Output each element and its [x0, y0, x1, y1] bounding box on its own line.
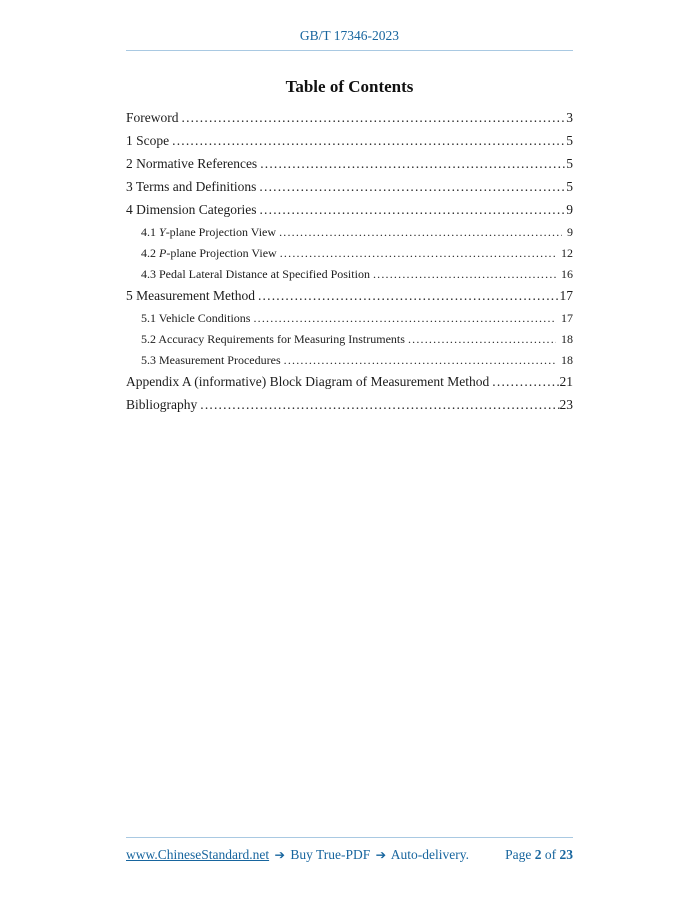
toc-entry-pedal-lateral-distance[interactable]	[126, 267, 573, 288]
toc-leader-dots	[260, 156, 566, 172]
toc-leader-dots	[259, 202, 566, 218]
doc-number: GB/T 17346-2023	[299, 28, 400, 43]
toc-entry-label: 3 Terms and Definitions	[126, 179, 257, 194]
toc-entry-normative-references[interactable]	[126, 156, 573, 179]
toc-entry-bibliography[interactable]	[126, 397, 573, 420]
page-total: 23	[559, 847, 573, 862]
toc-entry-p-plane-projection[interactable]	[126, 246, 573, 267]
page-title: Table of Contents	[285, 77, 414, 96]
page-indicator	[505, 847, 573, 863]
toc-leader-dots	[408, 332, 556, 347]
of-word: of	[544, 847, 557, 862]
toc-leader-dots	[182, 110, 567, 126]
toc-entry-terms-definitions[interactable]	[126, 179, 573, 202]
toc-page-number: 5	[566, 133, 573, 148]
document-header	[126, 0, 573, 51]
toc-entry-label: 4.3 Pedal Lateral Distance at Specified Position	[141, 267, 370, 281]
toc-leader-dots	[253, 311, 556, 326]
page-current: 2	[534, 847, 542, 862]
toc-page-number: 18	[561, 332, 573, 346]
toc-entry-label: 4.1 Y-plane Projection View	[141, 225, 277, 239]
footer-row	[126, 847, 573, 863]
toc-entry-dimension-categories[interactable]	[126, 202, 573, 225]
toc-page-number: 5	[566, 156, 573, 171]
toc-entry-label: 5.1 Vehicle Conditions	[141, 311, 251, 325]
footer-rule	[126, 837, 573, 838]
toc-entry-label: 5 Measurement Method	[126, 288, 255, 303]
toc-page-number: 3	[566, 110, 573, 125]
table-of-contents	[126, 110, 573, 420]
toc-leader-dots	[258, 288, 560, 304]
page-word: Page	[505, 847, 532, 862]
toc-entry-label: Foreword	[126, 110, 179, 125]
toc-leader-dots	[279, 225, 562, 240]
toc-page-number: 9	[566, 202, 573, 217]
page-footer	[126, 837, 573, 863]
toc-entry-label: 4 Dimension Categories	[126, 202, 257, 217]
toc-leader-dots	[284, 353, 556, 368]
toc-leader-dots	[200, 397, 559, 413]
toc-entry-label: 4.2 P-plane Projection View	[141, 246, 277, 260]
toc-page-number: 16	[561, 267, 573, 281]
website-link[interactable]: www.ChineseStandard.net	[126, 847, 270, 862]
toc-leader-dots	[492, 374, 559, 390]
toc-page-number: 18	[561, 353, 573, 367]
footer-left	[126, 847, 469, 863]
toc-entry-label: 5.3 Measurement Procedures	[141, 353, 281, 367]
toc-page-number: 21	[559, 374, 573, 389]
toc-entry-vehicle-conditions[interactable]	[126, 311, 573, 332]
toc-entry-label: 5.2 Accuracy Requirements for Measuring Instruments	[141, 332, 405, 346]
arrow-icon: ➔	[274, 847, 285, 862]
toc-entry-label: 2 Normative References	[126, 156, 258, 171]
toc-leader-dots	[280, 246, 556, 261]
toc-entry-accuracy-requirements[interactable]	[126, 332, 573, 353]
toc-leader-dots	[172, 133, 566, 149]
toc-entry-appendix-a[interactable]	[126, 374, 573, 397]
buy-true-pdf-text: Buy True-PDF	[290, 847, 371, 862]
header-rule	[126, 50, 573, 51]
toc-page-number: 5	[566, 179, 573, 194]
toc-entry-label: Appendix A (informative) Block Diagram of Measurement Method	[126, 374, 490, 389]
toc-entry-label: Bibliography	[126, 397, 198, 412]
toc-entry-scope[interactable]	[126, 133, 573, 156]
toc-leader-dots	[373, 267, 556, 282]
toc-entry-label: 1 Scope	[126, 133, 170, 148]
auto-delivery-text: Auto-delivery.	[390, 847, 469, 862]
arrow-icon: ➔	[375, 847, 387, 862]
toc-page-number: 17	[561, 311, 573, 325]
toc-page-number: 12	[561, 246, 573, 260]
toc-entry-foreword[interactable]	[126, 110, 573, 133]
toc-entry-y-plane-projection[interactable]	[126, 225, 573, 246]
toc-entry-measurement-method[interactable]	[126, 288, 573, 311]
toc-page-number: 23	[559, 397, 573, 412]
toc-page-number: 9	[567, 225, 573, 239]
toc-page-number: 17	[559, 288, 573, 303]
toc-entry-measurement-procedures[interactable]	[126, 353, 573, 374]
toc-leader-dots	[259, 179, 566, 195]
page-content	[126, 0, 573, 420]
